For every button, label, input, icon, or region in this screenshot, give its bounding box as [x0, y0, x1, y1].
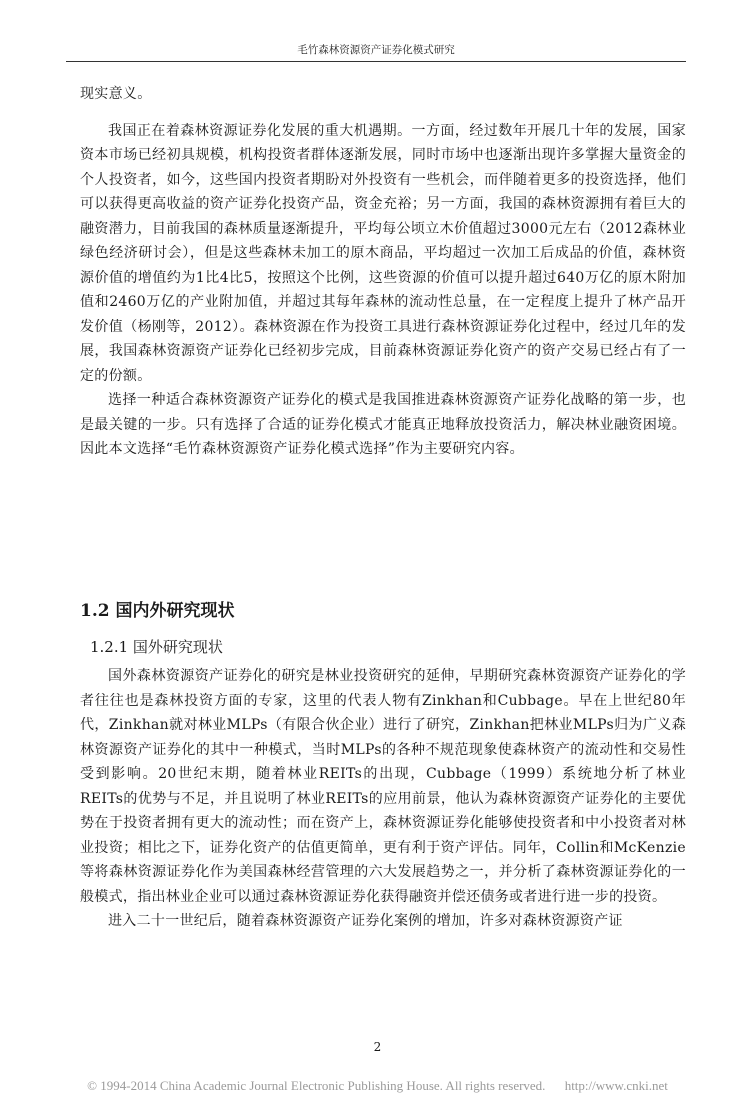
copyright-text: © 1994-2014 China Academic Journal Electronic Publishing House. All rights reserved.: [87, 1078, 546, 1093]
section-heading: 1.2 国内外研究现状: [80, 601, 235, 621]
section2-text: [80, 664, 686, 934]
paragraph-21st-century: 进入二十一世纪后，随着森林资源资产证券化案例的增加，许多对森林资源资产证: [108, 913, 623, 929]
footer-url: http://www.cnki.net: [564, 1078, 668, 1093]
paragraph-mode-choice: 选择一种适合森林资源资产证券化的模式是我国推进森林资源资产证券化战略的第一步，也是最关键的一步。只有选择了合适的证券化模式才能真正地释放投资活力，解决林业融资困境。因此本文选择“毛竹森林资源资产证券化模式选择”作为主要研究内容。: [80, 392, 686, 457]
paragraph-opportunity: 我国正在着森林资源证券化发展的重大机遇期。一方面，经过数年开展几十年的发展，国家资本市场已经初具规模，机构投资者群体逐渐发展，同时市场中也逐渐出现许多掌握大量资金的个人投资者，如今，这些国内投资者期盼对外投资有一些机会，而伴随着更多的投资选择，他们可以获得更高收益的资产证券化投资产品，资金充裕；另一方面，我国的森林资源拥有着巨大的融资潜力，目前我国的森林质量逐渐提升，平均每公顷立木价值超过3000元左右（2012森林业绿色经济研讨会），但是这些森林未加工的原木商品，平均超过一次加工后成品的价值，森林资源价值的增值约为1比4比5，按照这个比例，这些资源的价值可以提升超过640万亿的原木附加值和2460万亿的产业附加值，并超过其每年森林的流动性总量，在一定程度上提升了林产品开发价值（杨刚等，2012）。森林资源在作为投资工具进行森林资源证券化过程中，经过几年的发展，我国森林资源资产证券化已经初步完成，目前森林资源证券化资产的资产交易已经占有了一定的份额。: [80, 122, 686, 384]
header-rule: [66, 61, 686, 62]
section1-text: [80, 82, 686, 462]
footer: [0, 1078, 755, 1094]
paragraph-foreign-research: 国外森林资源资产证券化的研究是林业投资研究的延伸，早期研究森林资源资产证券化的学者往往也是森林投资方面的专家，这里的代表人物有Zinkhan和Cubbage。早在上世纪80年代，Zinkhan就对林业MLPs（有限合伙企业）进行了研究，Zinkhan把林业MLPs归为广义森林资源资产证券化的其中一种模式，当时MLPs的各种不规范现象使森林资产的流动性和交易性受到影响。20世纪末期，随着林业REITs的出现，Cubbage（1999）系统地分析了林业REITs的优势与不足，并且说明了林业REITs的应用前景，他认为森林资源资产证券化的主要优势在于投资者拥有更大的流动性；而在资产上，森林资源证券化能够使投资者和中小投资者对林业投资；相比之下，证券化资产的估值更简单，更有利于资产评估。同年，Collin和McKenzie等将森林资源证券化作为美国森林经营管理的六大发展趋势之一，并分析了森林资源证券化的一般模式，指出林业企业可以通过森林资源证券化获得融资并偿还债务或者进行进一步的投资。: [80, 668, 686, 905]
subsection-heading: 1.2.1 国外研究现状: [90, 638, 223, 656]
paragraph-tail: 现实意义。: [80, 86, 152, 102]
page-number: 2: [373, 1040, 382, 1054]
running-header: 毛竹森林资源资产证券化模式研究: [297, 44, 455, 56]
